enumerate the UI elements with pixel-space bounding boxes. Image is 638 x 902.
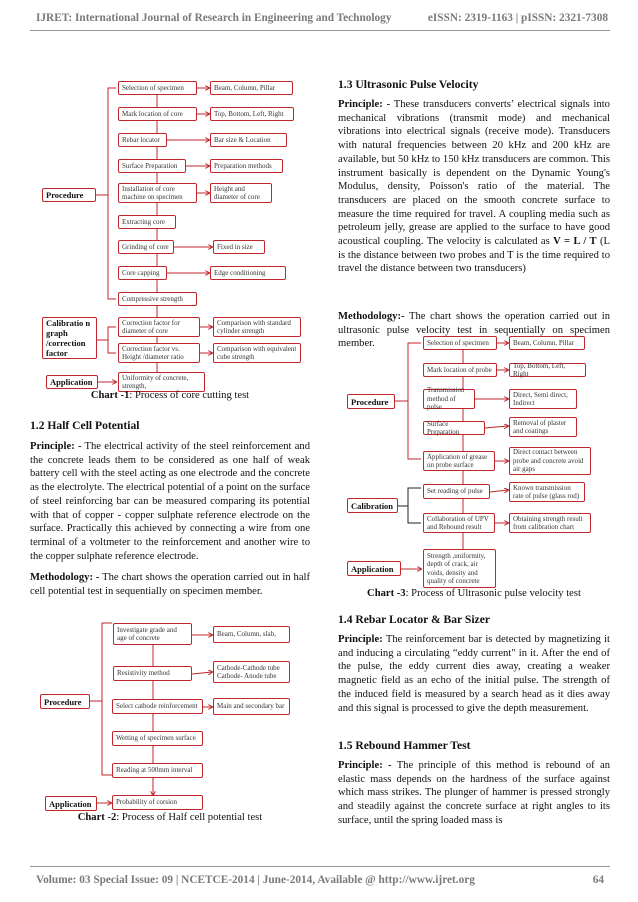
page-footer [36,874,604,886]
flow-step: Wetting of specimen surface [112,731,203,746]
label-procedure: Procedure [42,188,96,202]
methodology-text: The chart shows the operation carried out in ultrasonic pulse velocity test in sequentially on specimen member. [338,311,610,350]
flow-step: Application of grease on probe surface [423,451,495,471]
flow-detail: Bar size & Location [210,133,287,147]
flow-detail: Beam, Column, Pillar [509,336,585,350]
flow-step: Select cathode reinforcement [112,699,203,714]
journal-title: IJRET: International Journal of Research in Engineering and Technology [36,12,392,24]
flow-detail: Direct, Semi direct, Indirect [509,389,577,409]
principle-label: Principle: [338,634,383,645]
volume-info: Volume: 03 Special Issue: 09 | NCETCE-2014 | June-2014, Available @ http://www.ijret.org [36,874,475,886]
page-header [36,12,608,24]
label-procedure: Procedure [40,694,90,709]
chart-1-caption [30,390,310,401]
flow-step: Investigate grade and age of concrete [113,623,192,645]
paragraph [338,759,610,828]
principle-label: Principle: - [30,441,82,452]
methodology-label: Methodology: - [30,572,100,583]
paragraph [30,571,310,598]
flow-detail: Beam, Column, slab, [213,626,290,643]
flow-step: Surface Preparation [118,159,186,173]
header-rule [30,30,610,31]
issn: eISSN: 2319-1163 | pISSN: 2321-7308 [427,12,608,24]
flow-detail: Direct contact between probe and concrete avoid air gaps [509,447,591,475]
flow-step: Core capping [118,266,167,280]
principle-text: These transducers converts’ electrical signals into mechanical vibrations (transmit mode) and mechanical vibrations into electrical signals (receive mode). Transducers with natural frequencies between 20 kHz and 200 kHz are available, but 50 kHz to 150 kHz transducers are common. This instrument basically is dependent on the Dynamic Young's Modulus, density, Poisson's ratio of the material. The transducers are placed on the smooth concrete surface to measure the time required for travel. A coupling media such as petroleum jelly, grease are applied to the surface to have good acoustical coupling. The velocity is calculated as [338,99,610,248]
flow-detail: Known transmission rate of pulse (glass rod) [509,482,585,502]
flow-detail: Obtaining strength result from calibration chart [509,513,591,533]
principle-label: Principle: - [338,99,391,110]
label-calibration: Calibration [347,498,398,513]
flow-detail: Comparison with equivalent cube strength [213,343,301,363]
label-calibration: Calibratio n graph /correction factor [42,317,97,359]
chart-2-caption [30,812,310,823]
flow-step: Grinding of core [118,240,174,254]
principle-text: The electrical activity of the steel reinforcement and the concrete leads them to be considered as one half of weak battery cell with the steel acting as one electrode and the concrete as the electrolyte. The electrical potential of a point on the surface of steel reinforcing bar can be measured comparing its potential with that of copper - copper sulphate reference electrode on the surface. Practically this achieved by connecting a wire from one terminal of a voltmeter to the reinforcement and another wire to the copper sulphate reference electrode. [30,441,310,562]
label-application: Application [46,375,98,389]
flow-step: Uniformity of concrete, strength, [118,372,205,392]
section-heading: 1.2 Half Cell Potential [30,419,140,432]
section-heading: 1.5 Rebound Hammer Test [338,739,471,752]
section-heading: 1.4 Rebar Locator & Bar Sizer [338,613,490,626]
flow-step: Correction factor for diameter of core [118,317,200,337]
caption-label: Chart -3 [367,588,406,599]
caption-text: : Process of Half cell potential test [116,812,263,823]
principle-text: The reinforcement bar is detected by magnetizing it and inducing a circulating “eddy current" in it. After the end of the pulse, the eddy current dies away, creating a weaker magnetic field as an echo of the initial pulse. The strength of the induced field is measured by a search head as it dies away and this signal is processed to give the depth measurement. [338,634,610,714]
methodology-label: Methodology:- [338,311,405,322]
label-application: Application [45,796,97,811]
flow-detail: Height and diameter of core [210,183,272,203]
flow-step: Selection of specimen [423,336,497,350]
velocity-formula: V = L / T [553,236,597,248]
caption-label: Chart -2 [77,812,117,823]
principle-text: (L is the distance between two probes and T is the time required to travel the distance between two transducers) [338,236,611,275]
flow-detail: Edge conditioning [210,266,286,280]
flow-step: Compressive strength [118,292,197,306]
paragraph [338,633,610,715]
flow-detail: Removal of plaster and coatings [509,417,577,437]
flow-step: Resistivity method [113,666,192,681]
methodology-text: The chart shows the operation carried out in half cell potential test in sequentially on specimen member. [30,572,311,597]
flow-step: Extracting core [118,215,176,229]
flow-detail: Main and secondary bar [213,698,290,715]
flow-step: Transmission method of pulse [423,389,475,409]
caption-label: Chart -1 [90,390,130,401]
flow-step: Probability of corsion [112,795,203,810]
flow-detail: Fixed in size [213,240,265,254]
caption-text: : Process of Ultrasonic pulse velocity test [405,588,581,599]
section-heading: 1.3 Ultrasonic Pulse Velocity [338,78,479,91]
label-application: Application [347,561,401,576]
flow-detail: Top, Bottom, Left, Right [210,107,294,121]
flow-detail: Comparison with standard cylinder strength [213,317,301,337]
flow-step: Collaboration of UPV and Rebound result [423,513,495,533]
flow-step: Mark location of core [118,107,197,121]
flow-detail: Cathode-Cathode tube Cathode- Anode tube [213,661,290,683]
paragraph [338,98,610,276]
principle-label: Principle: - [338,760,392,771]
footer-rule [30,866,610,867]
paragraph [30,440,310,563]
flow-step: Selection of specimen [118,81,197,95]
flow-step: Rebar locator [118,133,167,147]
flow-detail: Top, Bottom, Left, Right [509,363,586,377]
principle-text: The principle of this method is rebound of an elastic mass depends on the hardness of the surface against which mass strikes. The plunger of hammer is pressed strongly and steadily against the concrete surface at right angles to its surface, until the spring loaded mass is [338,760,610,826]
flow-step: Surface Preparation [423,421,485,435]
flow-step: Correction factor vs. Height /diameter ratio [118,343,200,363]
label-procedure: Procedure [347,394,395,409]
caption-text: : Process of core cutting test [129,390,250,401]
chart-3-caption [338,588,610,599]
flow-step: Set reading of pulse [423,484,490,499]
flow-step: Strength ,uniformity, depth of crack, air voids, density and quality of concrete [423,549,496,588]
flow-detail: Preparation methods [210,159,283,173]
flow-step: Reading at 500mm interval [112,763,203,778]
page-number: 64 [592,874,604,886]
flow-detail: Beam, Column, Pillar [210,81,293,95]
flow-step: Mark location of probe [423,363,497,377]
flow-step: Installation of core machine on specimen [118,183,197,203]
